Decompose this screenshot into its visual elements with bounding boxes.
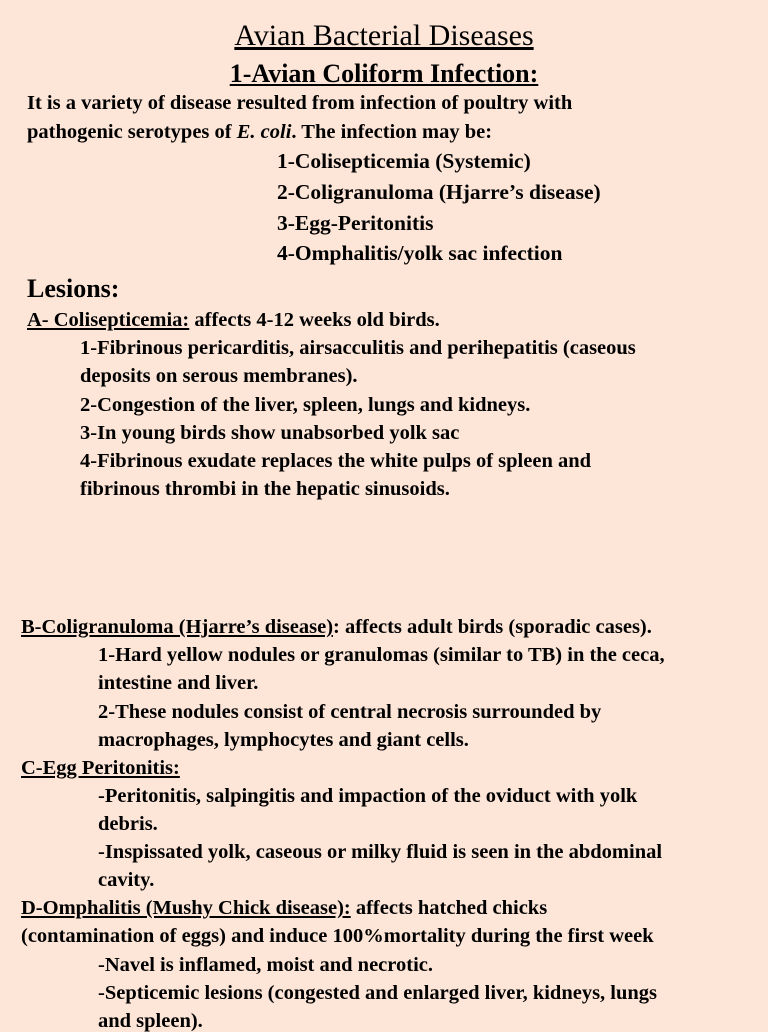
organism-name: E. coli <box>236 121 292 143</box>
section-b-heading <box>21 617 652 638</box>
section-d-line: (contamination of eggs) and induce 100%mortality during the first week <box>21 925 654 947</box>
intro-text-end: . The infection may be: <box>291 121 493 143</box>
section-b-title: B-Coligranuloma (Hjarre’s disease) <box>21 616 334 638</box>
section-a-line: 1-Fibrinous pericarditis, airsacculitis and perihepatitis (caseous <box>80 337 636 359</box>
section-c-line: debris. <box>98 813 158 835</box>
section-b-line: macrophages, lymphocytes and giant cells. <box>98 729 469 751</box>
type-item: 2-Coligranuloma (Hjarre’s disease) <box>277 180 601 204</box>
type-item: 4-Omphalitis/yolk sac infection <box>277 241 563 265</box>
section-a-line: deposits on serous membranes). <box>80 365 358 387</box>
section-d-title: D-Omphalitis (Mushy Chick disease): <box>21 897 351 919</box>
section-b-line: 2-These nodules consist of central necrosis surrounded by <box>98 701 602 723</box>
intro-line-1: It is a variety of disease resulted from infection of poultry with <box>27 92 573 114</box>
section-c-line: -Inspissated yolk, caseous or milky fluid is seen in the abdominal <box>98 841 663 863</box>
section-a-desc: affects 4-12 weeks old birds. <box>189 309 440 331</box>
section-a-line: 3-In young birds show unabsorbed yolk sac <box>80 422 460 444</box>
type-item: 3-Egg-Peritonitis <box>277 211 434 235</box>
section-b-line: intestine and liver. <box>98 672 259 694</box>
section-b-line: 1-Hard yellow nodules or granulomas (similar to TB) in the ceca, <box>98 644 665 666</box>
page-title: Avian Bacterial Diseases <box>234 19 534 52</box>
section-a-line: fibrinous thrombi in the hepatic sinusoids. <box>80 478 450 500</box>
section-d-desc: affects hatched chicks <box>350 897 548 919</box>
lesions-heading: Lesions: <box>27 274 120 303</box>
section-d-line: -Navel is inflamed, moist and necrotic. <box>98 954 433 976</box>
section-d-heading <box>21 898 547 919</box>
section-d-line: and spleen). <box>98 1010 203 1032</box>
intro-text: pathogenic serotypes of <box>27 121 237 143</box>
type-item: 1-Colisepticemia (Systemic) <box>277 149 531 173</box>
section-a-heading <box>27 310 440 331</box>
section-c-heading: C-Egg Peritonitis: <box>21 757 180 779</box>
section-d-line: -Septicemic lesions (congested and enlarged liver, kidneys, lungs <box>98 982 658 1004</box>
section-a-line: 2-Congestion of the liver, spleen, lungs and kidneys. <box>80 394 531 416</box>
section-a-title: A- Colisepticemia: <box>27 309 190 331</box>
page-subtitle: 1-Avian Coliform Infection: <box>229 59 539 88</box>
section-c-line: -Peritonitis, salpingitis and impaction of the oviduct with yolk <box>98 785 638 807</box>
section-b-desc: : affects adult birds (sporadic cases). <box>333 616 652 638</box>
section-a-line: 4-Fibrinous exudate replaces the white pulps of spleen and <box>80 450 592 472</box>
section-c-line: cavity. <box>98 869 155 891</box>
intro-line-2 <box>27 122 492 143</box>
